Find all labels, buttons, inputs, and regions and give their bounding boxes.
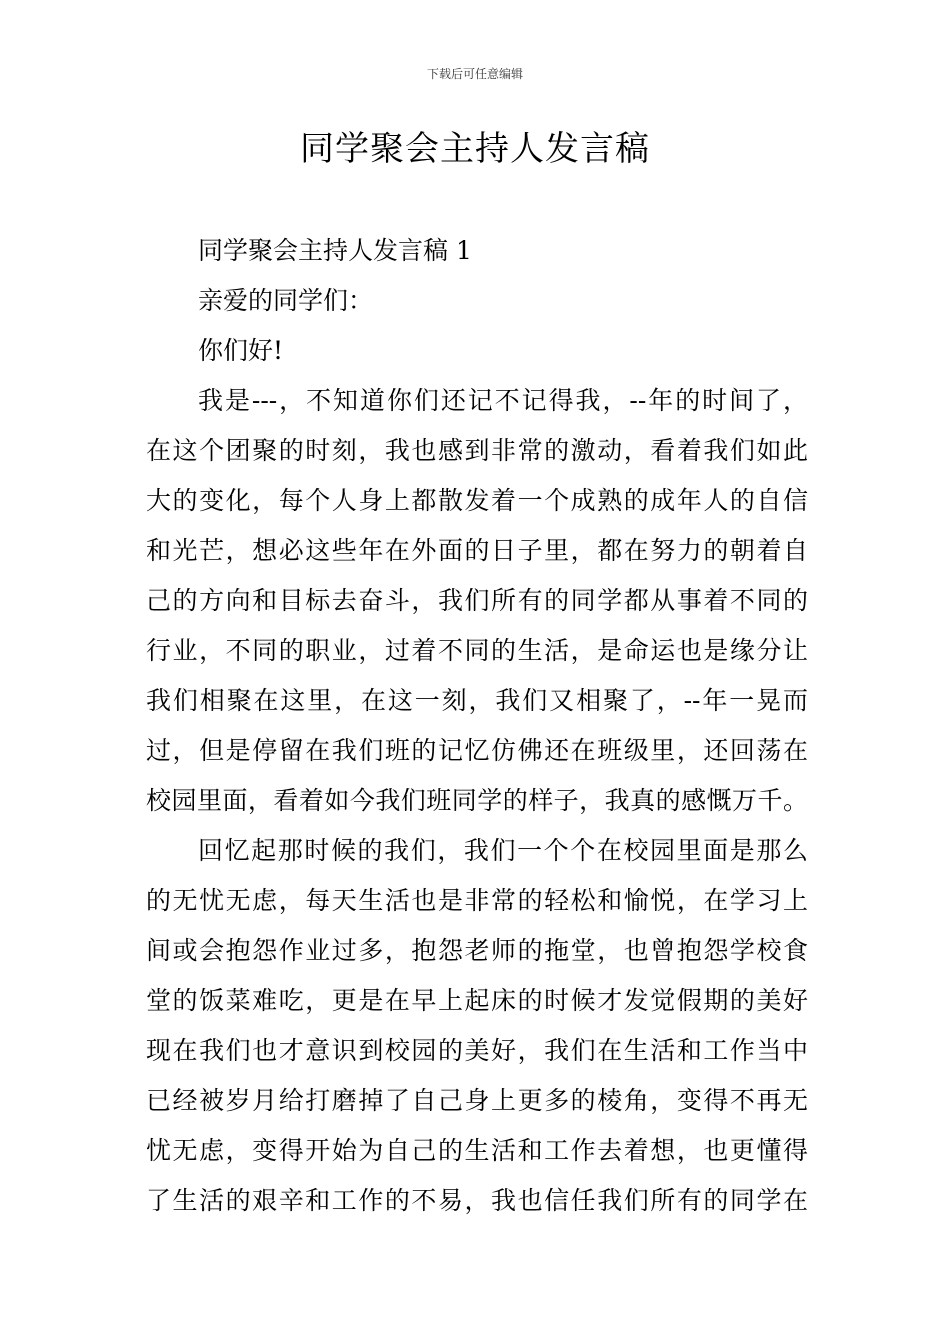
- body-line: 的无忧无虑，每天生活也是非常的轻松和愉悦，在学习上: [146, 886, 808, 915]
- body-line: 了生活的艰辛和工作的不易，我也信任我们所有的同学在: [146, 1186, 808, 1215]
- document-body: [146, 226, 808, 1226]
- body-line: 过，但是停留在我们班的记忆仿佛还在班级里，还回荡在: [146, 736, 808, 765]
- body-line: 你们好!: [198, 336, 284, 365]
- body-line: 我是---，不知道你们还记不记得我，--年的时间了，: [198, 386, 808, 415]
- body-line: 校园里面，看着如今我们班同学的样子，我真的感慨万千。: [146, 786, 808, 815]
- body-line: 回忆起那时候的我们，我们一个个在校园里面是那么: [198, 836, 808, 865]
- body-line: 同学聚会主持人发言稿 1: [198, 236, 472, 265]
- document-title: 同学聚会主持人发言稿: [300, 129, 650, 169]
- header-note: 下载后可任意编辑: [426, 67, 523, 81]
- body-line: 亲爱的同学们：: [198, 286, 374, 315]
- body-line: 堂的饭菜难吃，更是在早上起床的时候才发觉假期的美好: [146, 986, 808, 1015]
- body-line: 在这个团聚的时刻，我也感到非常的激动，看着我们如此: [146, 436, 808, 465]
- body-line: 现在我们也才意识到校园的美好，我们在生活和工作当中: [146, 1036, 808, 1065]
- body-line: 己的方向和目标去奋斗，我们所有的同学都从事着不同的: [146, 586, 808, 615]
- body-line: 大的变化，每个人身上都散发着一个成熟的成年人的自信: [146, 486, 808, 515]
- body-line: 行业，不同的职业，过着不同的生活，是命运也是缘分让: [146, 636, 808, 665]
- body-line: 已经被岁月给打磨掉了自己身上更多的棱角，变得不再无: [146, 1086, 808, 1115]
- body-line: 忧无虑，变得开始为自己的生活和工作去着想，也更懂得: [146, 1136, 808, 1165]
- body-line: 我们相聚在这里，在这一刻，我们又相聚了，--年一晃而: [146, 686, 808, 715]
- body-line: 间或会抱怨作业过多，抱怨老师的拖堂，也曾抱怨学校食: [146, 936, 808, 965]
- body-line: 和光芒，想必这些年在外面的日子里，都在努力的朝着自: [146, 536, 808, 565]
